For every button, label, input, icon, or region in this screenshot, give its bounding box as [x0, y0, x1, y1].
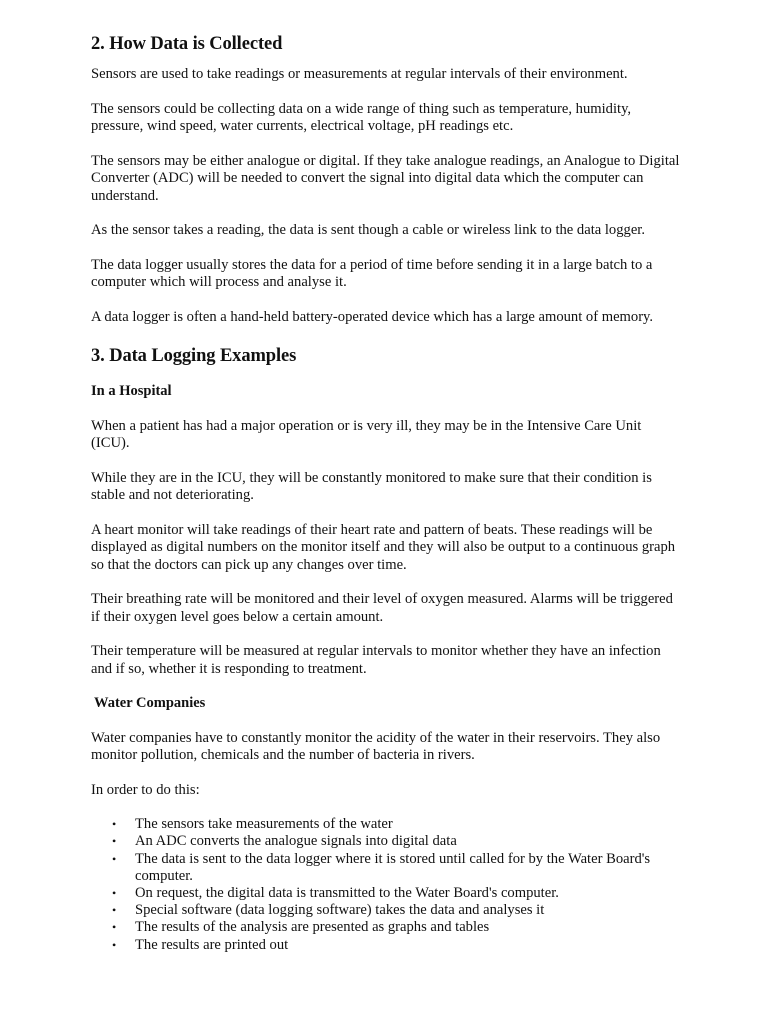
document-page: [91, 28, 681, 954]
bullet-icon: •: [112, 817, 117, 832]
list-item: [91, 885, 681, 902]
list-item: [91, 816, 681, 833]
paragraph: Their breathing rate will be monitored and their level of oxygen measured. Alarms will be triggered if their oxygen level goes below a certain amount.: [91, 591, 673, 625]
paragraph: Their temperature will be measured at regular intervals to monitor whether they have an infection and if so, whether it is responding to treatment.: [91, 643, 661, 677]
bullet-icon: •: [112, 903, 117, 918]
paragraph: As the sensor takes a reading, the data is sent though a cable or wireless link to the data logger.: [91, 222, 645, 239]
paragraph: When a patient has had a major operation or is very ill, they may be in the Intensive Care Unit (ICU).: [91, 417, 642, 452]
paragraph: The data logger usually stores the data for a period of time before sending it in a large batch to a computer which will process and analyse it.: [91, 256, 653, 291]
section-heading-data-logging-examples: 3. Data Logging Examples: [91, 346, 297, 367]
list-item-text: The results of the analysis are presented as graphs and tables: [135, 919, 490, 936]
list-item-text: The data is sent to the data logger where it is stored until called for by the Water Board's computer.: [135, 850, 651, 884]
paragraph: The sensors may be either analogue or digital. If they take analogue readings, an Analogue to Digital Converter (ADC) will be needed to convert the signal into digital data which the computer can understand.: [91, 152, 680, 204]
subheading-water-companies: Water Companies: [94, 695, 206, 712]
list-item: [91, 919, 681, 936]
list-item-text: On request, the digital data is transmitted to the Water Board's computer.: [135, 884, 559, 901]
paragraph: The sensors could be collecting data on a wide range of thing such as temperature, humidity, pressure, wind speed, water currents, electrical voltage, pH readings etc.: [91, 100, 632, 135]
subheading-in-a-hospital: In a Hospital: [91, 383, 172, 400]
bullet-icon: •: [112, 885, 117, 900]
list-item: [91, 902, 681, 919]
bullet-icon: •: [112, 937, 117, 952]
list-item-text: Special software (data logging software) takes the data and analyses it: [135, 902, 545, 919]
paragraph: A data logger is often a hand-held battery-operated device which has a large amount of memory.: [91, 308, 654, 325]
bullet-list: [91, 816, 681, 954]
list-item: [91, 937, 681, 954]
paragraph: Water companies have to constantly monitor the acidity of the water in their reservoirs. They also monitor pollution, chemicals and the number of bacteria in rivers.: [91, 729, 661, 764]
section-heading-how-data-is-collected: 2. How Data is Collected: [91, 34, 283, 54]
bullet-icon: •: [112, 834, 117, 849]
paragraph: While they are in the ICU, they will be constantly monitored to make sure that their condition is stable and not deteriorating.: [91, 469, 652, 504]
list-item-text: The results are printed out: [135, 936, 289, 953]
list-item: [91, 851, 681, 885]
list-item-text: The sensors take measurements of the water: [135, 816, 393, 833]
paragraph: In order to do this:: [91, 781, 200, 798]
bullet-icon: •: [112, 851, 117, 866]
paragraph: Sensors are used to take readings or measurements at regular intervals of their environment.: [91, 66, 628, 83]
bullet-icon: •: [112, 920, 117, 935]
list-item-text: An ADC converts the analogue signals into digital data: [135, 833, 457, 850]
paragraph: A heart monitor will take readings of their heart rate and pattern of beats. These readings will be displayed as digital numbers on the monitor itself and they will also be output to a continuous graph so that the doctors can pick up any changes over time.: [91, 521, 676, 573]
list-item: [91, 833, 681, 850]
